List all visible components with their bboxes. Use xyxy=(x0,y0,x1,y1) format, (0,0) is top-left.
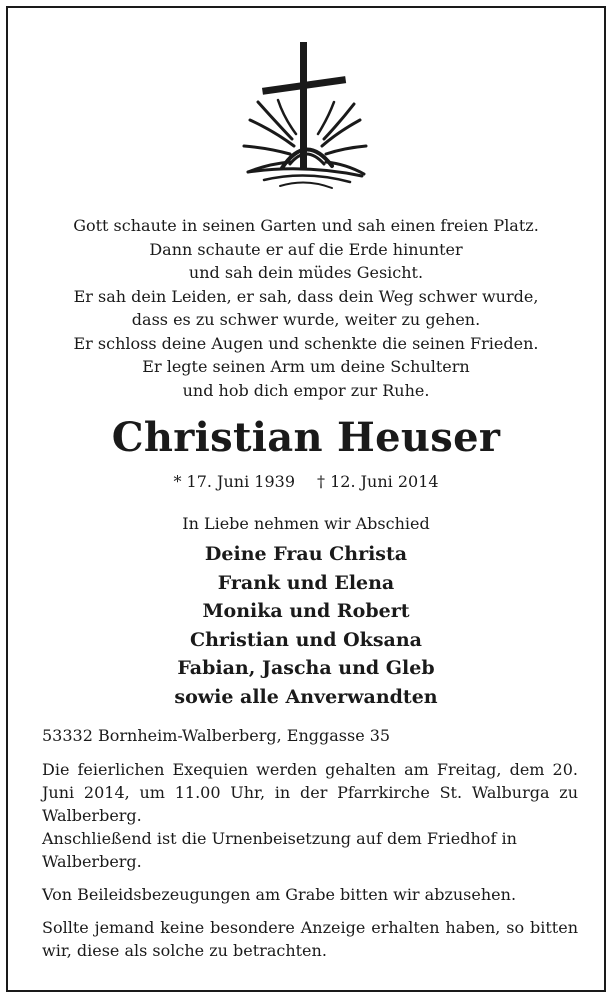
mourner-entry: Christian und Oksana xyxy=(190,628,422,651)
notice-note: Sollte jemand keine besondere Anzeige erhalten haben, so bitten wir, diese als solche zu betrachten. xyxy=(42,918,578,960)
condolence-note: Von Beileidsbezeugungen am Grabe bitten wir abzusehen. xyxy=(42,885,517,904)
birth-date: * 17. Juni 1939 xyxy=(173,472,295,491)
poem-line: Gott schaute in seinen Garten und sah einen freien Platz. xyxy=(73,216,539,235)
mourners-list xyxy=(8,540,604,711)
poem-line: Er legte seinen Arm um deine Schultern xyxy=(142,357,470,376)
mourner-entry: Monika und Robert xyxy=(202,600,410,622)
mourner-entry: Deine Frau Christa xyxy=(204,543,408,565)
obituary-frame xyxy=(6,6,606,992)
family-address: 53332 Bornheim-Walberberg, Enggasse 35 xyxy=(42,726,391,745)
poem-line: Er schloss deine Augen und schenkte die seinen Frieden. xyxy=(73,333,539,353)
mourner-entry: Frank und Elena xyxy=(217,571,395,594)
mourner-entry: Fabian, Jascha und Gleb xyxy=(177,657,435,679)
poem-line: Dann schaute er auf die Erde hinunter xyxy=(149,239,463,259)
poem-line: dass es zu schwer wurde, weiter zu gehen. xyxy=(131,310,481,329)
poem-line: und sah dein müdes Gesicht. xyxy=(188,263,424,282)
death-date: † 12. Juni 2014 xyxy=(317,472,439,491)
cross-with-rising-sun-icon xyxy=(234,36,374,196)
urn-burial-details: Anschließend ist die Urnenbeisetzung auf dem Friedhof in Walberberg. xyxy=(42,829,517,871)
mourner-entry: sowie alle Anverwandten xyxy=(174,685,438,708)
farewell-line: In Liebe nehmen wir Abschied xyxy=(182,514,430,533)
poem xyxy=(8,214,604,402)
poem-line: Er sah dein Leiden, er sah, dass dein Weg schwer wurde, xyxy=(73,286,539,306)
deceased-name: Christian Heuser xyxy=(111,414,501,461)
life-dates xyxy=(8,472,604,491)
service-information xyxy=(42,724,578,962)
funeral-details: Die feierlichen Exequien werden gehalten am Freitag, dem 20. Juni 2014, um 11.00 Uhr, in der Pfarrkirche St. Walburga zu Walberberg. xyxy=(42,760,578,825)
poem-line: und hob dich empor zur Ruhe. xyxy=(182,380,430,400)
